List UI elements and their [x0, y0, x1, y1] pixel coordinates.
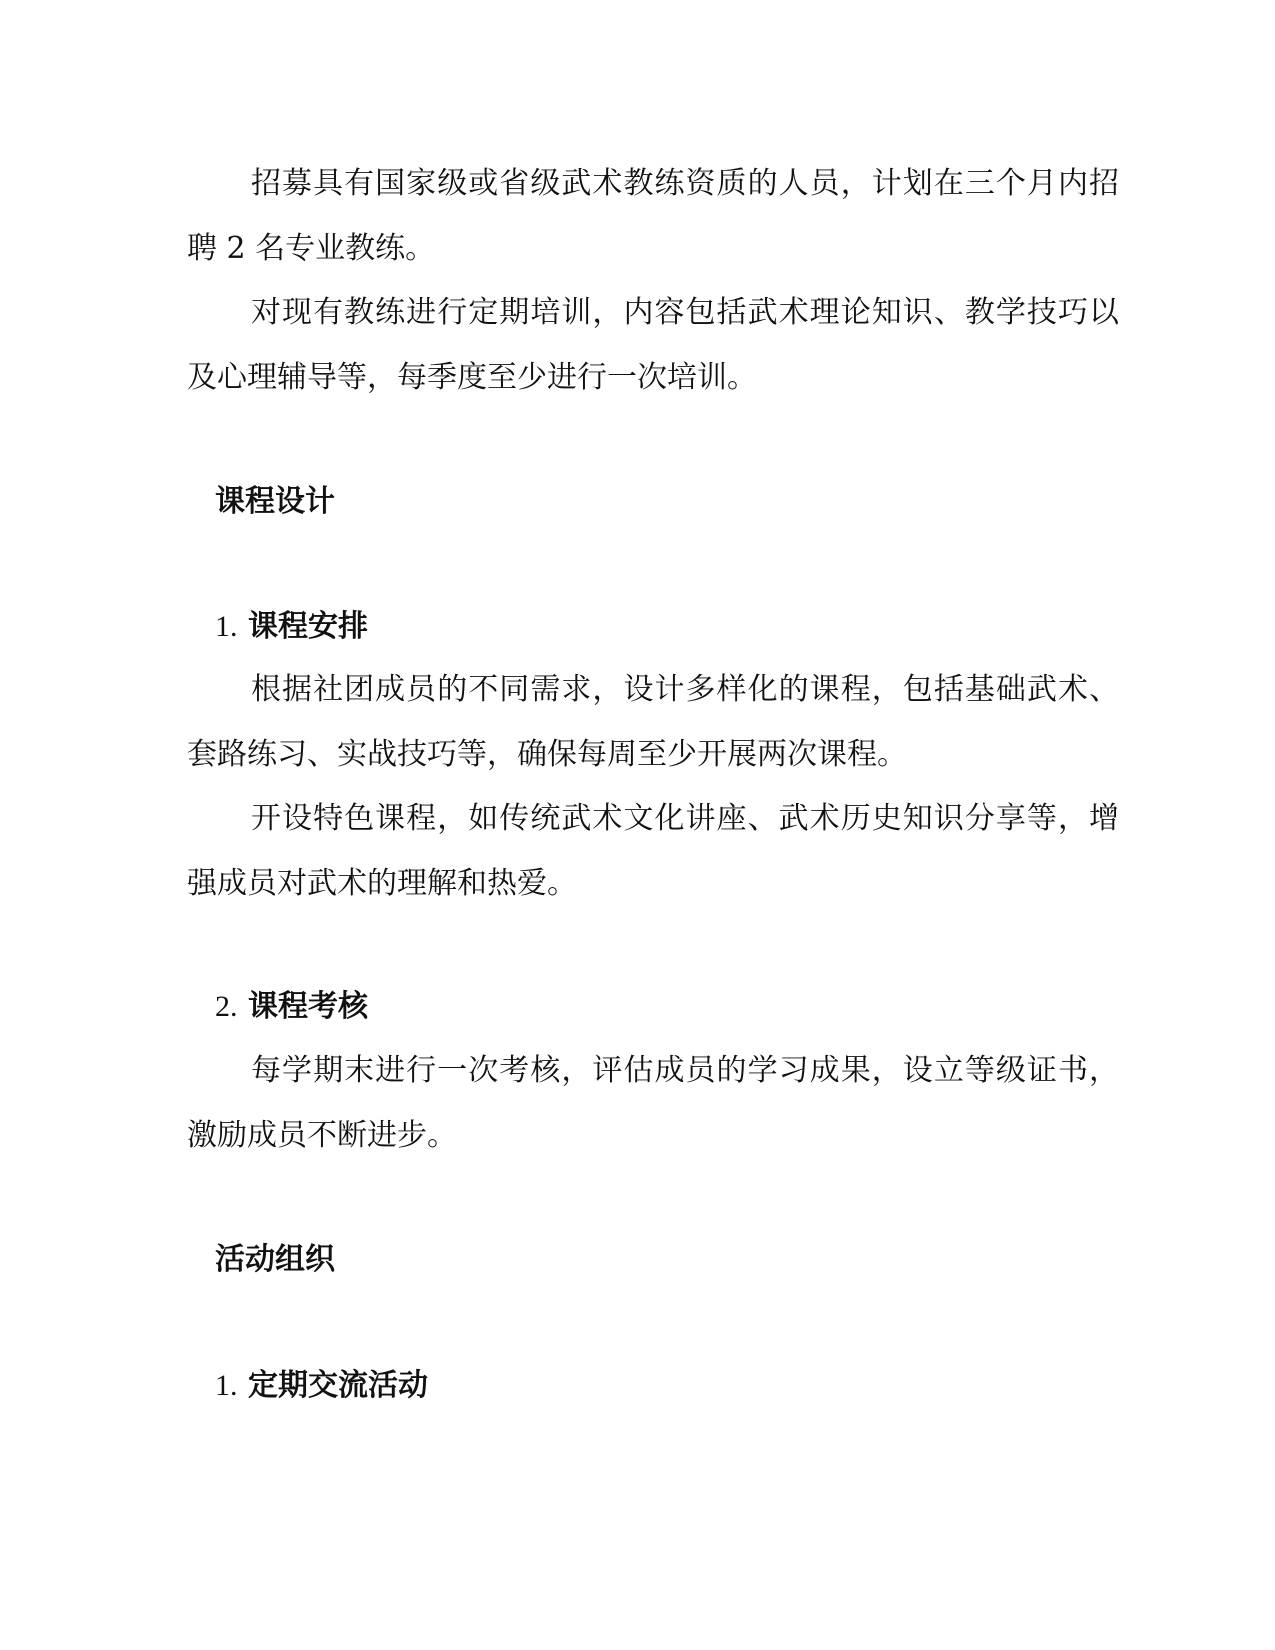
subsection-heading-course-assessment [215, 987, 368, 1027]
paragraph-special-courses: 开设特色课程，如传统武术文化讲座、武术历史知识分享等，增强成员对武术的理解和热爱。 [187, 801, 1119, 901]
paragraph-coach-training: 对现有教练进行定期培训，内容包括武术理论知识、教学技巧以及心理辅导等，每季度至少进行一次培训。 [187, 295, 1119, 395]
subsection-title: 定期交流活动 [247, 1368, 428, 1403]
subsection-title: 课程考核 [247, 989, 368, 1024]
paragraph-coach-recruitment: 招募具有国家级或省级武术教练资质的人员，计划在三个月内招聘 2 名专业教练。 [187, 166, 1119, 266]
section-heading-activity-organization: 活动组织 [215, 1242, 335, 1277]
subsection-number: 1. [215, 610, 238, 643]
subsection-title: 课程安排 [247, 609, 368, 644]
paragraph-course-variety: 根据社团成员的不同需求，设计多样化的课程，包括基础武术、套路练习、实战技巧等，确保每周至少开展两次课程。 [187, 672, 1119, 772]
subsection-heading-course-schedule [215, 607, 368, 647]
paragraph-assessment: 每学期末进行一次考核，评估成员的学习成果，设立等级证书，激励成员不断进步。 [187, 1053, 1119, 1153]
subsection-number: 2. [215, 990, 238, 1023]
subsection-number: 1. [215, 1369, 238, 1402]
section-heading-course-design: 课程设计 [215, 484, 335, 519]
subsection-heading-exchange-activities [215, 1366, 428, 1406]
